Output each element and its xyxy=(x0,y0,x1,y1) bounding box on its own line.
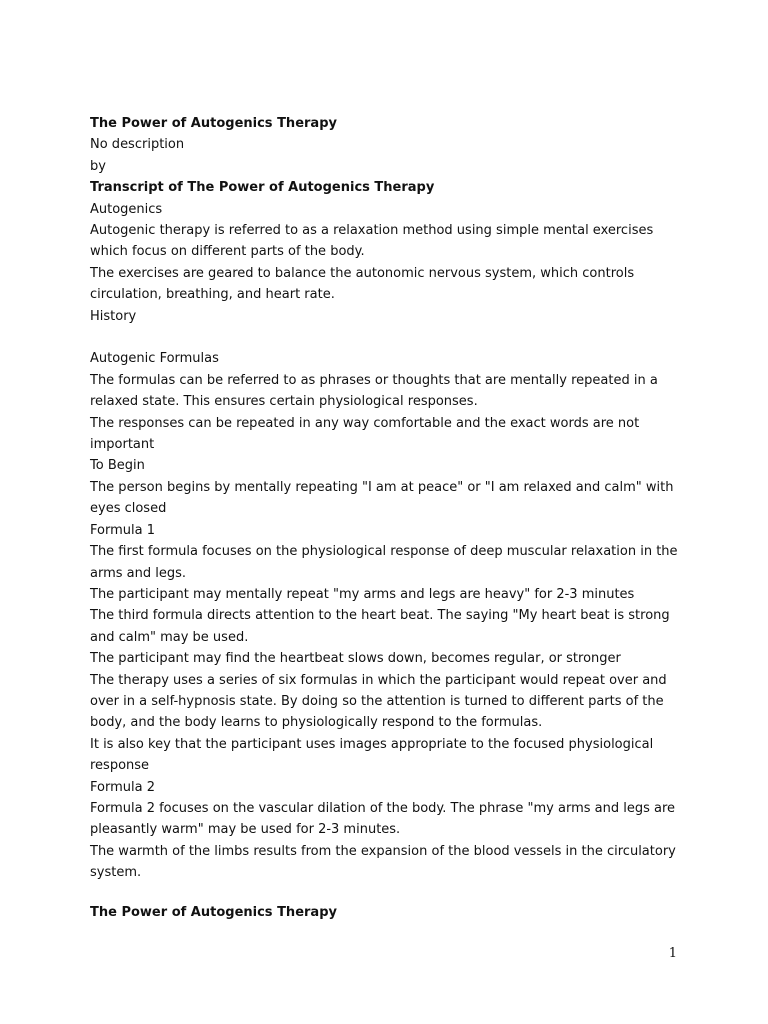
paragraph-exercises: The exercises are geared to balance the autonomic nervous system, which controls circulation, breathing, and heart rate. xyxy=(90,265,635,303)
paragraph-images: It is also key that the participant uses images appropriate to the focused physiological response xyxy=(90,736,654,774)
paragraph-formula-1: Formula 1 xyxy=(90,522,155,538)
paragraph-formulas-definition: The formulas can be referred to as phrases or thoughts that are mentally repeated in a relaxed state. This ensures certain physiological responses. xyxy=(90,372,658,410)
paragraph-warmth: The warmth of the limbs results from the expansion of the blood vessels in the circulatory system. xyxy=(90,843,676,881)
paragraph-autogenics: Autogenics xyxy=(90,201,163,217)
document-description: No description xyxy=(90,137,185,153)
paragraph-heavy-phrase: The participant may mentally repeat "my arms and legs are heavy" for 2-3 minutes xyxy=(90,586,635,602)
blank-line xyxy=(90,327,690,348)
paragraph-definition: Autogenic therapy is referred to as a relaxation method using simple mental exercises which focus on different parts of the body. xyxy=(90,223,654,260)
paragraph-to-begin: To Begin xyxy=(90,458,145,474)
paragraph-formula-2-description: Formula 2 focuses on the vascular dilation of the body. The phrase "my arms and legs are pleasantly warm" may be used for 2-3 minutes. xyxy=(90,800,676,838)
footer-heading: The Power of Autogenics Therapy xyxy=(90,905,337,920)
paragraph-history: History xyxy=(90,308,137,324)
paragraph-heartbeat: The participant may find the heartbeat slows down, becomes regular, or stronger xyxy=(90,651,621,667)
document-body xyxy=(90,113,690,884)
paragraph-begin-description: The person begins by mentally repeating "I am at peace" or "I am relaxed and calm" with eyes closed xyxy=(90,479,674,517)
paragraph-formula-1-description: The first formula focuses on the physiological response of deep muscular relaxation in the arms and legs. xyxy=(90,544,678,581)
paragraph-third-formula: The third formula directs attention to the heart beat. The saying "My heart beat is strong and calm" may be used. xyxy=(90,608,670,645)
transcript-heading: Transcript of The Power of Autogenics Therapy xyxy=(90,180,435,196)
page-number: 1 xyxy=(668,946,677,961)
author-line: by xyxy=(90,158,106,174)
document-title: The Power of Autogenics Therapy xyxy=(90,116,337,131)
paragraph-responses: The responses can be repeated in any way comfortable and the exact words are not important xyxy=(90,415,640,453)
paragraph-formula-2: Formula 2 xyxy=(90,779,155,795)
paragraph-six-formulas: The therapy uses a series of six formulas in which the participant would repeat over and over in a self-hypnosis state. By doing so the attention is turned to different parts of the body, and the body learns to physiologically respond to the formulas. xyxy=(90,672,667,731)
paragraph-formulas-heading: Autogenic Formulas xyxy=(90,351,219,367)
